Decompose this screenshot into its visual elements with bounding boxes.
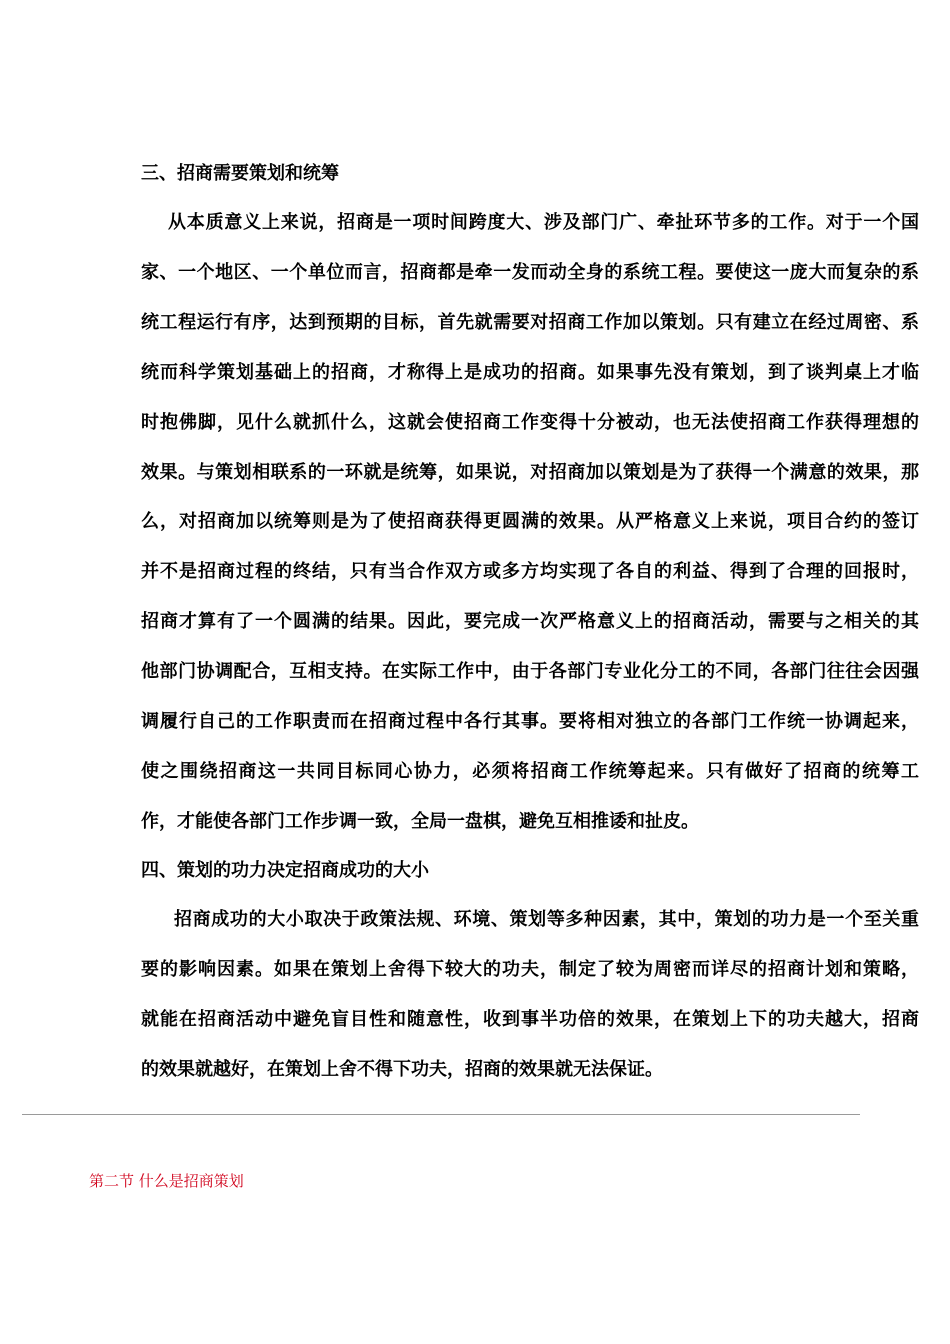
paragraph-line: 效果。与策划相联系的一环就是统筹，如果说，对招商加以策划是为了获得一个满意的效果，那	[141, 461, 919, 483]
paragraph-line: 招商成功的大小取决于政策法规、环境、策划等多种因素，其中，策划的功力是一个至关重	[174, 908, 919, 930]
paragraph-line: 调履行自己的工作职责而在招商过程中各行其事。要将相对独立的各部门工作统一协调起来，	[141, 711, 919, 733]
paragraph-line: 么，对招商加以统筹则是为了使招商获得更圆满的效果。从严格意义上来说，项目合约的签订	[141, 511, 919, 533]
paragraph-line: 就能在招商活动中避免盲目性和随意性，收到事半功倍的效果，在策划上下的功夫越大，招商	[141, 1008, 919, 1030]
paragraph-line: 从本质意义上来说，招商是一项时间跨度大、涉及部门广、牵扯环节多的工作。对于一个国	[168, 212, 919, 233]
section-heading-3: 三、招商需要策划和统筹	[141, 163, 339, 184]
paragraph-line: 他部门协调配合，互相支持。在实际工作中，由于各部门专业化分工的不同，各部门往往会因强	[141, 661, 919, 683]
paragraph-line: 要的影响因素。如果在策划上舍得下较大的功夫，制定了较为周密而详尽的招商计划和策略，	[141, 958, 919, 980]
paragraph-line: 并不是招商过程的终结，只有当合作双方或多方均实现了各自的利益、得到了合理的回报时，	[141, 561, 919, 583]
section-3-paragraph	[141, 198, 919, 847]
paragraph-line: 招商才算有了一个圆满的结果。因此，要完成一次严格意义上的招商活动，需要与之相关的其	[141, 611, 919, 633]
paragraph-line: 作，才能使各部门工作步调一致，全局一盘棋，避免互相推诿和扯皮。	[141, 810, 699, 832]
next-section-title: 第二节 什么是招商策划	[89, 1172, 244, 1190]
paragraph-line: 统而科学策划基础上的招商，才称得上是成功的招商。如果事先没有策划，到了谈判桌上才临	[141, 361, 919, 383]
section-heading-4: 四、策划的功力决定招商成功的大小	[141, 859, 429, 881]
document-body	[141, 150, 919, 1094]
page-divider	[22, 1114, 860, 1115]
paragraph-line: 统工程运行有序，达到预期的目标，首先就需要对招商工作加以策划。只有建立在经过周密、系	[141, 311, 919, 333]
paragraph-line: 家、一个地区、一个单位而言，招商都是牵一发而动全身的系统工程。要使这一庞大而复杂的系	[141, 261, 919, 283]
paragraph-line: 使之围绕招商这一共同目标同心协力，必须将招商工作统筹起来。只有做好了招商的统筹工	[141, 760, 919, 782]
paragraph-line: 时抱佛脚，见什么就抓什么，这就会使招商工作变得十分被动，也无法使招商工作获得理想的	[141, 411, 919, 433]
paragraph-line: 的效果就越好，在策划上舍不得下功夫，招商的效果就无法保证。	[141, 1058, 663, 1080]
section-4-paragraph	[141, 895, 919, 1095]
